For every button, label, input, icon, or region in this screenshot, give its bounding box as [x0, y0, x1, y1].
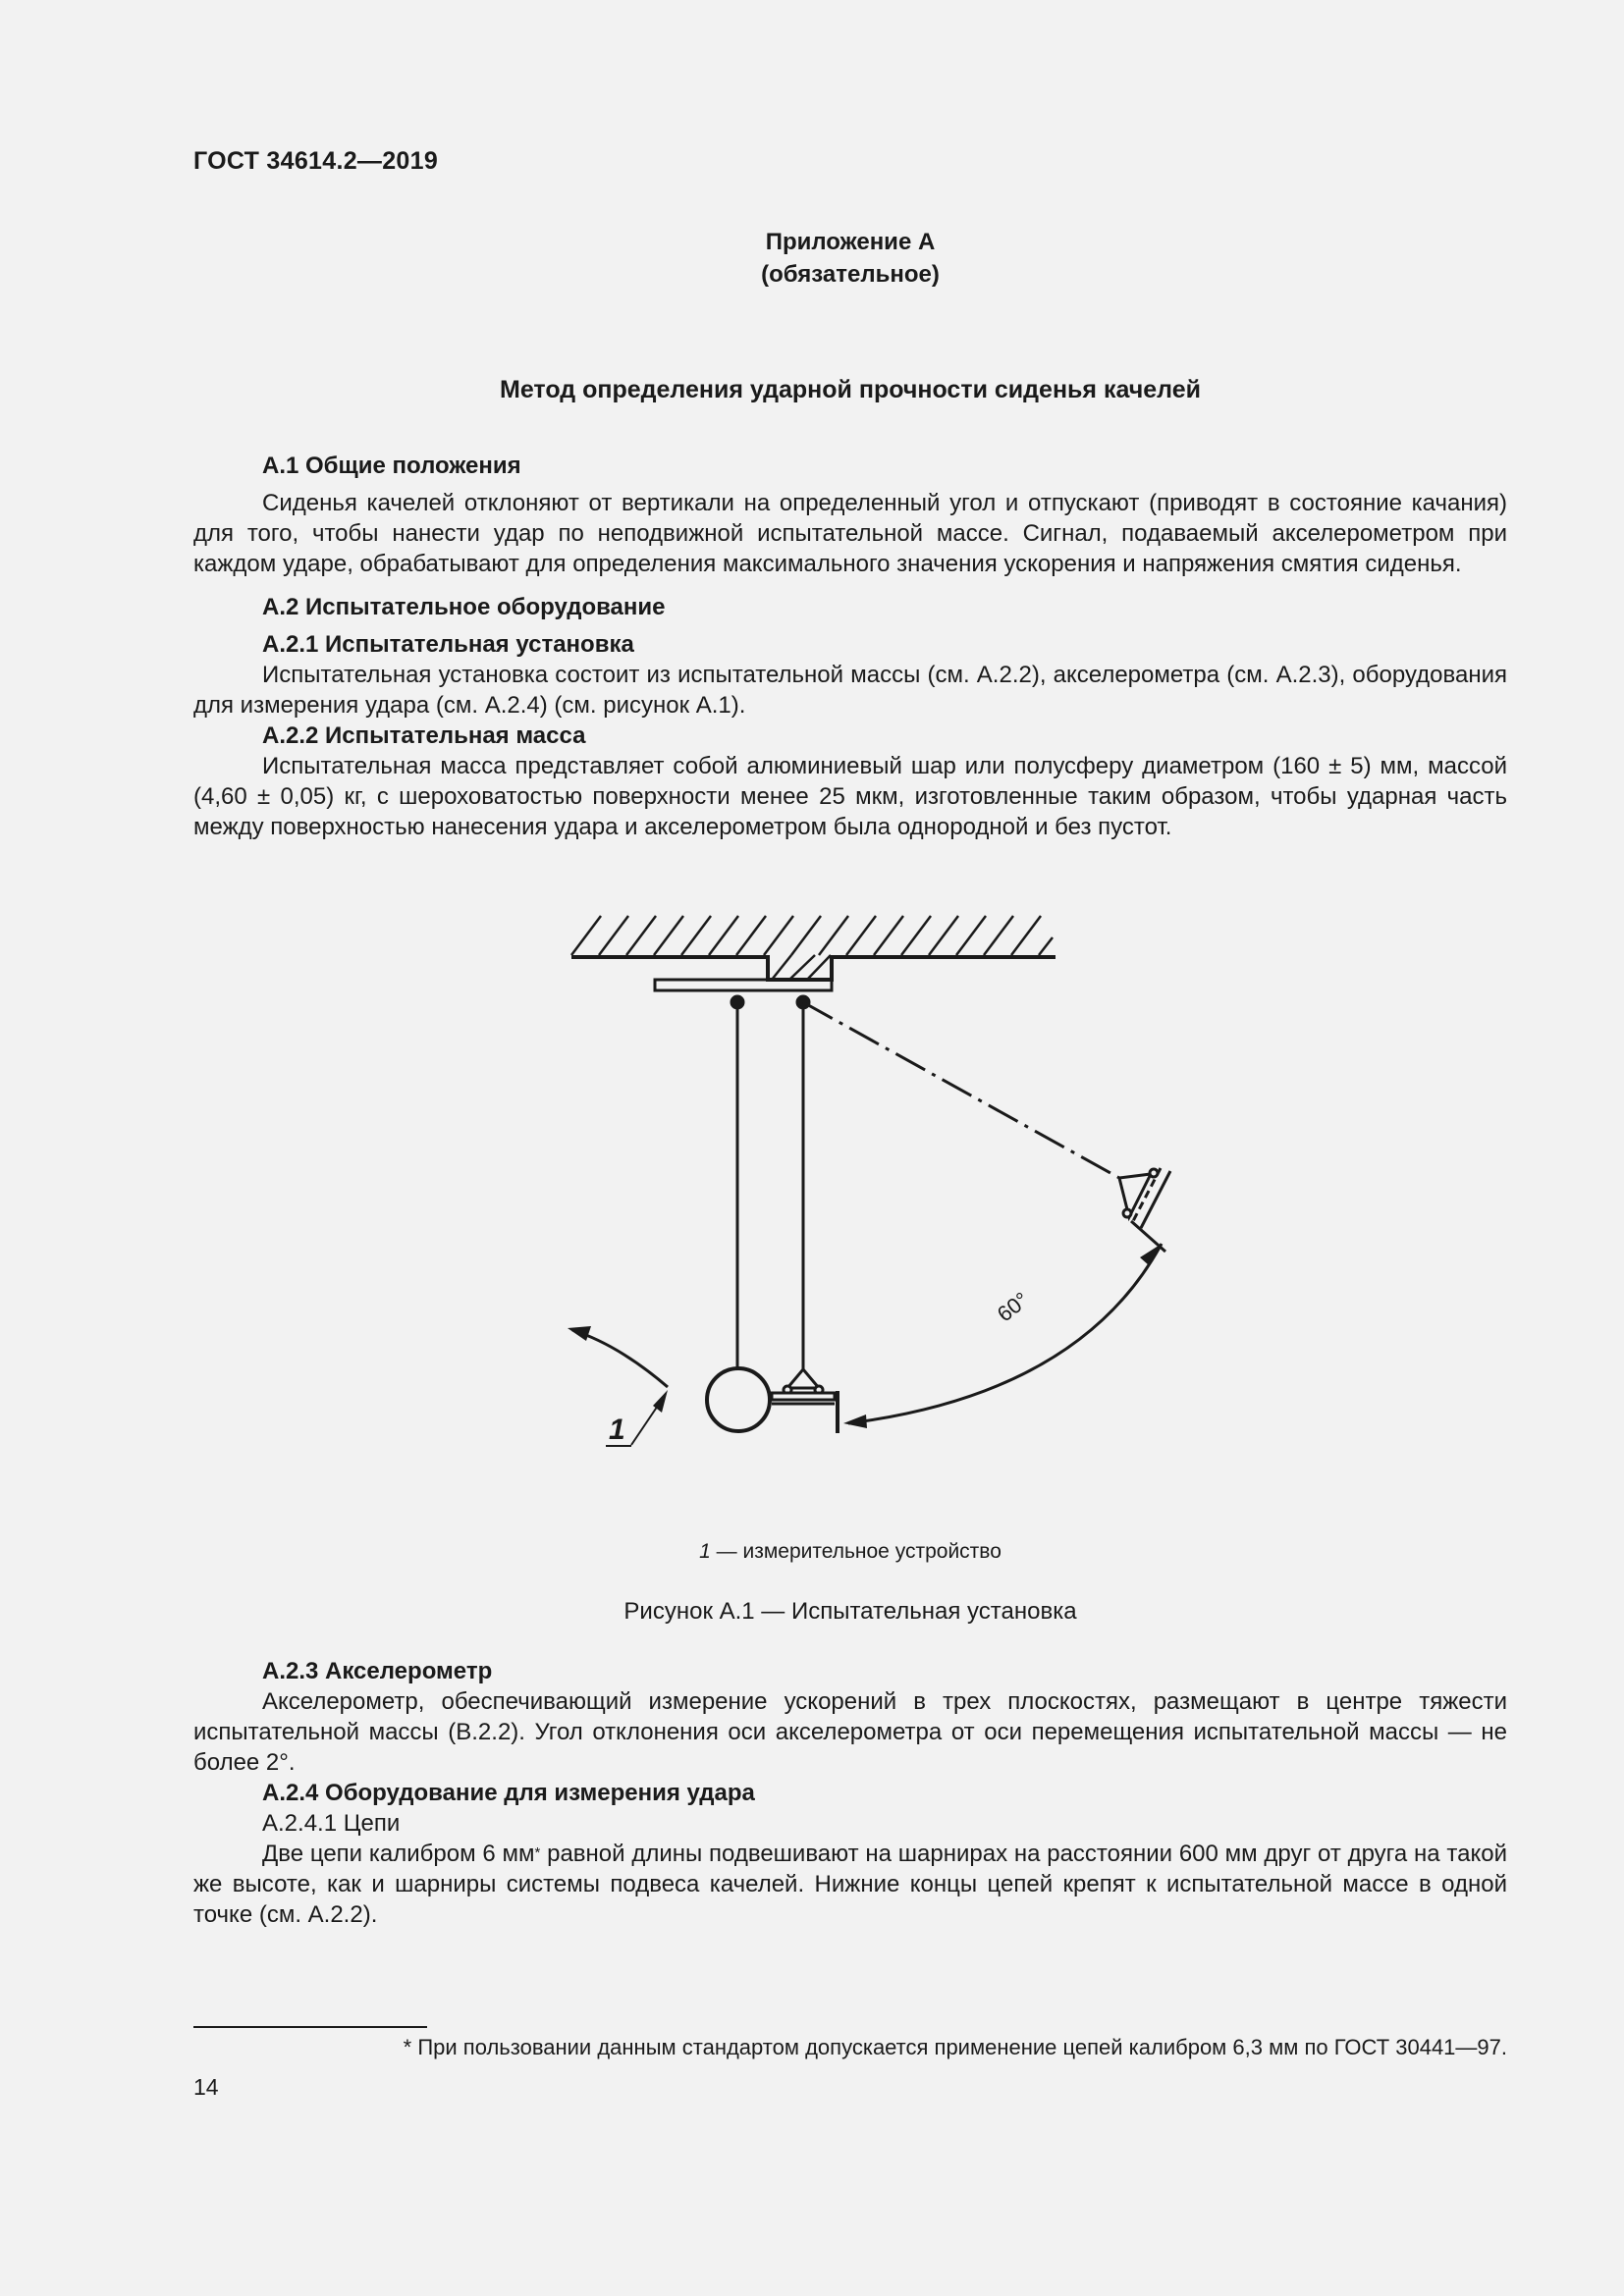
- angle-label: 60°: [992, 1287, 1034, 1327]
- deflected-suspension: [803, 1002, 1119, 1178]
- chains-text-after: равной длины подвешивают на шарнирах на расстоянии 600 мм друг от друга на такой же высоте, как и шарниры системы подвеса качелей. Нижние концы цепей крепят к испытательной массе в одной точке (см. А.2.2).: [193, 1841, 1508, 1928]
- section-a1-heading: А.1 Общие положения: [262, 453, 521, 479]
- section-a22-text: Испытательная масса представляет собой алюминиевый шар или полусферу диаметром (160 ± 5) мм, массой (4,60 ± 0,05) кг, с шероховатостью поверхности менее 25 мкм, изготовленные таким образом, чтобы ударная часть между поверхностью нанесения удара и акселерометром была однородной и без пустот.: [193, 753, 1507, 840]
- callout-number: 1: [609, 1414, 625, 1446]
- figure-key: [193, 1540, 1507, 1564]
- footnote-mark: *: [534, 1844, 541, 1861]
- deflected-seat: [1119, 1168, 1170, 1252]
- figure-key-text: — измерительное устройство: [710, 1540, 1001, 1563]
- section-a241-text: [193, 1839, 1507, 1930]
- ceiling-line: [571, 957, 1056, 980]
- ceiling-hatching: [571, 916, 1053, 980]
- section-a21-text: Испытательная установка состоит из испытательной массы (см. А.2.2), акселерометра (см. А.2.3), оборудования для измерения удара (см. А.2.4) (см. рисунок А.1).: [193, 662, 1507, 719]
- page-title: Метод определения ударной прочности сиденья качелей: [500, 376, 1201, 403]
- figure-key-number: 1: [699, 1540, 711, 1563]
- section-a23-text: Акселерометр, обеспечивающий измерение ускорений в трех плоскостях, размещают в центре тяжести испытательной массы (В.2.2). Угол отклонения оси акселерометра от оси перемещения испытательной массы — не более 2°.: [193, 1688, 1507, 1776]
- section-a22-heading: А.2.2 Испытательная масса: [262, 722, 586, 749]
- section-a1-text: Сиденья качелей отклоняют от вертикали на определенный угол и отпускают (приводят в состояние качания) для того, чтобы нанести удар по неподвижной испытательной массе. Сигнал, подаваемый акселерометром при каждом ударе, обрабатывают для определения максимального значения ускорения и напряжения смятия сиденья.: [193, 490, 1507, 577]
- chains-text-before: Две цепи калибром 6 мм: [262, 1841, 535, 1867]
- angle-arc: [848, 1244, 1162, 1423]
- annex-label: Приложение А: [765, 229, 936, 255]
- standard-id-header: ГОСТ 34614.2—2019: [193, 147, 439, 175]
- footnote-divider: [193, 2026, 427, 2028]
- section-a24-heading: А.2.4 Оборудование для измерения удара: [262, 1780, 755, 1806]
- body-upper: [193, 451, 1507, 842]
- footnote: * При пользовании данным стандартом допускается применение цепей калибром 6,3 мм по ГОСТ 30441—97.: [403, 2035, 1507, 2059]
- page-number: 14: [193, 2074, 219, 2100]
- annex-status: (обязательное): [761, 261, 940, 288]
- figure-test-setup: [0, 883, 1624, 1512]
- annex-heading: [193, 226, 1507, 291]
- body-lower: [193, 1656, 1507, 1930]
- seat-at-rest: [772, 1369, 838, 1433]
- section-a21-heading: А.2.1 Испытательная установка: [262, 631, 634, 658]
- test-mass-sphere: [707, 1368, 770, 1431]
- section-a241-heading: А.2.4.1 Цепи: [262, 1810, 401, 1837]
- section-a2-heading: А.2 Испытательное оборудование: [262, 594, 666, 620]
- section-a23-heading: А.2.3 Акселерометр: [262, 1658, 493, 1684]
- figure-caption: Рисунок А.1 — Испытательная установка: [623, 1598, 1077, 1625]
